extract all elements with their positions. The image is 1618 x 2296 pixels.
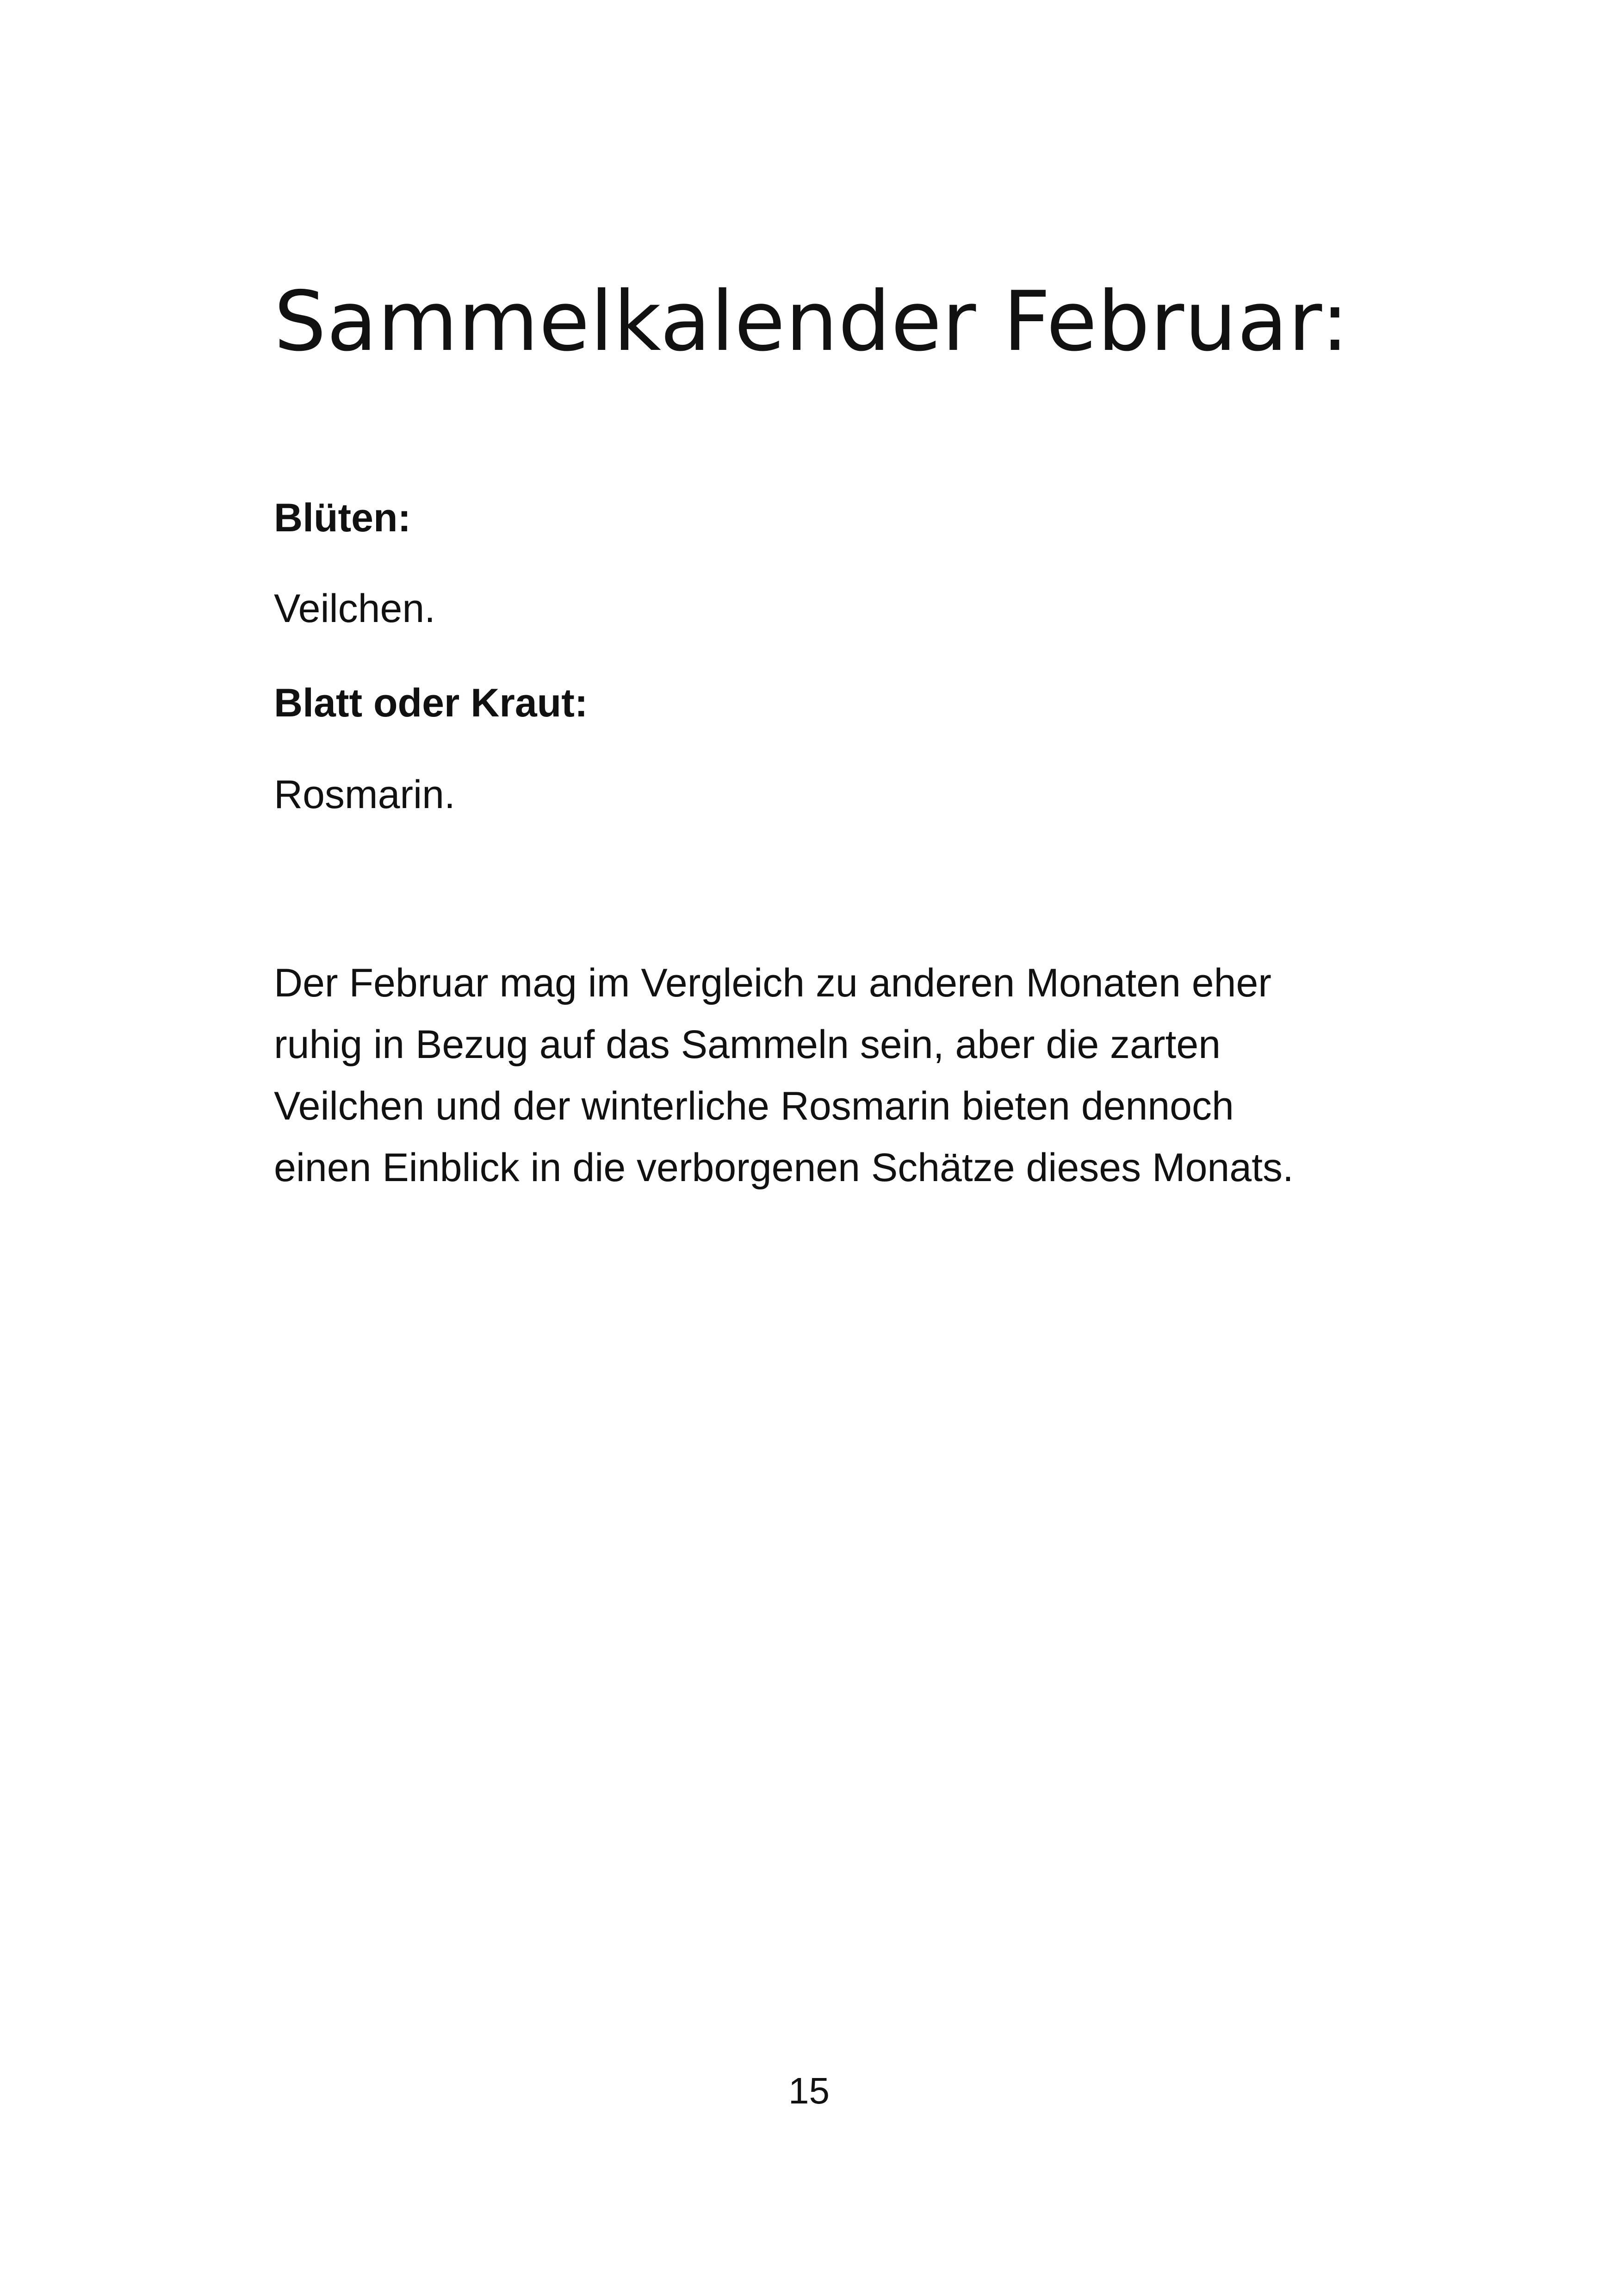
paragraph-line: Veilchen und der winterliche Rosmarin bieten dennoch — [274, 1084, 1234, 1128]
page-number: 15 — [788, 2070, 830, 2111]
paragraph-line: Der Februar mag im Vergleich zu anderen Monaten eher — [274, 961, 1271, 1005]
section-label-blatt-oder-kraut: Blatt oder Kraut: — [274, 681, 588, 725]
page-title: Sammelkalender Februar: — [274, 274, 1350, 369]
paragraph-line: ruhig in Bezug auf das Sammeln sein, aber die zarten — [274, 1022, 1221, 1067]
paragraph-line: einen Einblick in die verborgenen Schätze dieses Monats. — [274, 1145, 1294, 1190]
body-paragraph — [274, 952, 1477, 1199]
section-label-blueten: Blüten: — [274, 496, 411, 540]
section-value-blueten: Veilchen. — [274, 586, 436, 631]
section-value-blatt-oder-kraut: Rosmarin. — [274, 772, 455, 817]
